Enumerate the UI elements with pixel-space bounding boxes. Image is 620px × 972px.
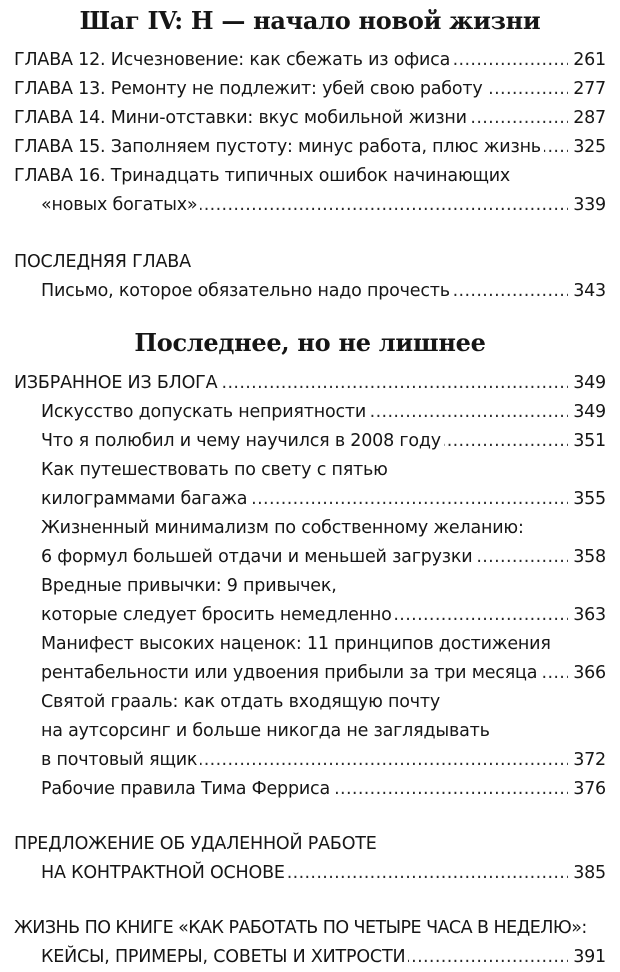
toc-entry-title-line: в почтовый ящик (41, 750, 198, 770)
toc-entry-title-line: КЕЙСЫ, ПРИМЕРЫ, СОВЕТЫ И ХИТРОСТИ (41, 947, 406, 967)
toc-page-number: 351 (573, 431, 606, 451)
leader-dots (395, 601, 569, 630)
toc-entry-blog-item[interactable] (14, 630, 606, 688)
toc-page-number: 355 (573, 489, 606, 509)
toc-entry-title-line: рентабельности или удвоения прибыли за три месяца (41, 663, 538, 683)
toc-entry-title-line: Как путешествовать по свету с пятью (41, 460, 388, 480)
blog-block (14, 369, 606, 804)
section-title-step4: Шаг IV: Н — начало новой жизни (79, 6, 541, 35)
toc-entry-blog-item[interactable] (14, 427, 606, 456)
toc-page-number: 339 (573, 195, 606, 215)
toc-entry-title: Письмо, которое обязательно надо прочесть (41, 281, 450, 301)
toc-entry-title: ИЗБРАННОЕ ИЗ БЛОГА (14, 373, 218, 393)
leader-dots (540, 659, 568, 688)
toc-page-number: 358 (573, 547, 606, 567)
toc-page-number: 343 (573, 281, 606, 301)
toc-entry-title-line: Манифест высоких наценок: 11 принципов достижения (41, 634, 551, 654)
toc-page-number: 287 (573, 108, 606, 128)
last-chapter-heading: ПОСЛЕДНЯЯ ГЛАВА (14, 252, 191, 272)
toc-entry-blog-item[interactable] (14, 456, 606, 514)
toc-entry-title-line: Жизненный минимализм по собственному желанию: (41, 518, 524, 538)
toc-entry-title: ГЛАВА 12. Исчезновение: как сбежать из офиса (14, 50, 451, 70)
toc-page-number: 349 (573, 402, 606, 422)
leader-dots (470, 104, 568, 133)
toc-entry-last-letter[interactable] (14, 277, 606, 306)
toc-entry-chapter-13[interactable] (14, 75, 606, 104)
toc-page-number: 363 (573, 605, 606, 625)
toc-entry-chapter-12[interactable] (14, 46, 606, 75)
toc-entry-title-line: на аутсорсинг и больше никогда не заглядывать (41, 721, 490, 741)
toc-page-number: 376 (573, 779, 606, 799)
leader-dots (220, 369, 568, 398)
toc-page-number: 277 (573, 79, 606, 99)
toc-entry-title-line: 6 формул большей отдачи и меньшей загрузки (41, 547, 473, 567)
toc-entry-title-line: Святой грааль: как отдать входящую почту (41, 692, 441, 712)
toc-page-number: 385 (573, 863, 606, 883)
leader-dots (369, 398, 568, 427)
toc-entry-title-line: ЖИЗНЬ ПО КНИГЕ «КАК РАБОТАТЬ ПО ЧЕТЫРЕ ЧАСА В НЕДЕЛЮ»: (14, 918, 587, 938)
toc-entry-title: ГЛАВА 13. Ремонту не подлежит: убей свою работу (14, 79, 483, 99)
toc-entry-title-line: «новых богатых» (41, 195, 198, 215)
toc-page-number: 325 (573, 137, 606, 157)
leader-dots (408, 943, 568, 972)
leader-dots (544, 133, 568, 162)
toc-page-number: 366 (573, 663, 606, 683)
toc-entry-chapter-15[interactable] (14, 133, 606, 162)
leader-dots (200, 191, 568, 220)
toc-entry-title-line: ПРЕДЛОЖЕНИЕ ОБ УДАЛЕННОЙ РАБОТЕ (14, 834, 377, 854)
toc-entry-chapter-16[interactable] (14, 162, 606, 220)
toc-entry-chapter-14[interactable] (14, 104, 606, 133)
leader-dots (444, 427, 568, 456)
toc-page-number: 261 (573, 50, 606, 70)
last-chapter-block (14, 248, 606, 306)
toc-page-number: 372 (573, 750, 606, 770)
leader-dots (200, 746, 568, 775)
toc-entry-remote-work[interactable] (14, 830, 606, 888)
leader-dots (250, 485, 568, 514)
toc-entry-title-line: килограммами багажа (41, 489, 248, 509)
toc-entry-title: ГЛАВА 15. Заполняем пустоту: минус работа, плюс жизнь (14, 137, 541, 157)
toc-entry-title: Рабочие правила Тима Ферриса (41, 779, 330, 799)
leader-dots (288, 859, 568, 888)
toc-entry-title-line: НА КОНТРАКТНОЙ ОСНОВЕ (41, 863, 285, 883)
leader-dots (475, 543, 568, 572)
toc-entry-title: Искусство допускать неприятности (41, 402, 367, 422)
toc-entry-blog-item[interactable] (14, 572, 606, 630)
leader-dots (486, 75, 569, 104)
toc-entry-title: ГЛАВА 14. Мини-отставки: вкус мобильной жизни (14, 108, 467, 128)
chapter-list (14, 46, 606, 220)
toc-entry-life-by-book[interactable] (14, 914, 606, 972)
toc-page-number: 349 (573, 373, 606, 393)
toc-page-number: 391 (573, 947, 606, 967)
toc-entry-blog[interactable] (14, 369, 606, 398)
toc-entry-title-line: Вредные привычки: 9 привычек, (41, 576, 337, 596)
leader-dots (333, 775, 568, 804)
toc-entry-blog-item[interactable] (14, 398, 606, 427)
toc-entry-blog-item[interactable] (14, 775, 606, 804)
leader-dots (453, 46, 568, 75)
toc-entry-title: Что я полюбил и чему научился в 2008 году (41, 431, 441, 451)
toc-entry-title-line: которые следует бросить немедленно (41, 605, 392, 625)
toc-entry-blog-item[interactable] (14, 688, 606, 775)
toc-entry-blog-item[interactable] (14, 514, 606, 572)
toc-entry-title-line: ГЛАВА 16. Тринадцать типичных ошибок начинающих (14, 166, 511, 186)
section-title-appendix: Последнее, но не лишнее (134, 328, 486, 357)
leader-dots (453, 277, 568, 306)
